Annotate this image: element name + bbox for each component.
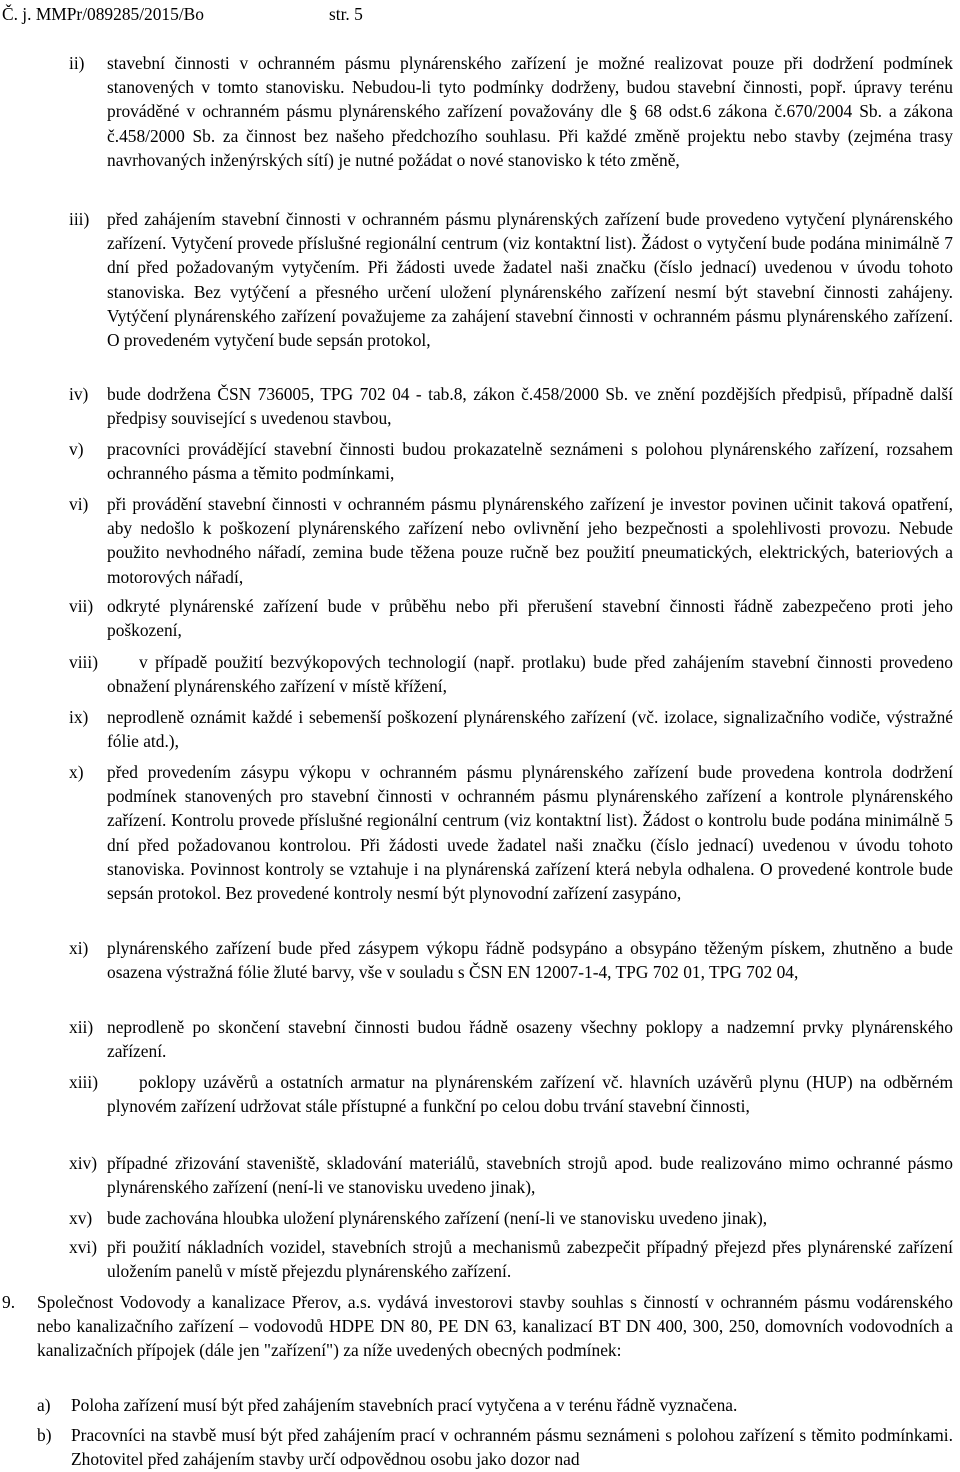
item-label: x) [69,762,84,782]
item-label: xv) [69,1208,93,1228]
subitem-label: b) [37,1425,52,1445]
item-label: xiii) [69,1072,98,1092]
item-text: neprodleně po skončení stavební činnosti budou řádně osazeny všechny poklopy a nadzemní prvky plynárenského zařízení. [107,1017,953,1062]
item-text: odkryté plynárenské zařízení bude v průběhu nebo při přerušení stavební činnosti řádně zabezpečeno proti jeho poškození, [107,596,953,641]
page-number: str. 5 [329,4,363,24]
item-label: ii) [69,53,85,73]
item-text: bude dodržena ČSN 736005, TPG 702 04 - tab.8, zákon č.458/2000 Sb. ve znění pozdějších předpisů, případně další předpisy související s uvedenou stavbou, [107,384,953,429]
item-label: vi) [69,494,89,514]
item-label: iii) [69,209,90,229]
item-text: v případě použití bezvýkopových technologií (např. protlaku) bude před zahájením stavební činnosti provedeno obnažení plynárenského zařízení v místě křížení, [107,652,953,697]
item-label: v) [69,439,84,459]
item-text: plynárenského zařízení bude před zásypem výkopu řádně podsypáno a obsypáno těženým pískem, zhutněno a bude osazena výstražná fólie žluté barvy, vše v souladu s ČSN EN 12007-1-4, TPG 702 01, TPG 702 04, [107,938,953,983]
subitem-text: Poloha zařízení musí být před zahájením stavebních prací vytyčena a v terénu řádně vyznačena. [71,1395,738,1415]
item-text: stavební činnosti v ochranném pásmu plynárenského zařízení je možné realizovat pouze při dodržení podmínek stanovených v tomto stanovisku. Nebudou-li tyto podmínky dodrženy, budou stavební činnosti, popř. úpravy terénu prováděné v ochranném pásmu plynárenského zařízení považovány dle § 68 odst.6 zákona č.670/2004 Sb. a zákona č.458/2000 Sb. za činnost bez našeho předchozího souhlasu. Při každé změně projektu nebo stavby (zejména trasy navrhovaných inženýrských sítí) je nutné požádat o nové stanovisko k této změně, [107,53,953,170]
document-reference: Č. j. MMPr/089285/2015/Bo [2,4,204,24]
item-label: ix) [69,707,89,727]
page-header [2,2,955,24]
item-text: před zahájením stavební činnosti v ochranném pásmu plynárenských zařízení bude provedeno vytyčení plynárenského zařízení. Vytyčení provede příslušné regionální centrum (viz kontaktní list). Žádost o vytyčení bude podána minimálně 7 dní před požadovaným vytyčením. Při žádosti uvede žadatel naši značku (číslo jednací) uvedenou v úvodu tohoto stanoviska. Bez vytýčení a přesného určení uložení plynárenského zařízení nesmí být stavební činnosti zahájeny. Vytýčení plynárenského zařízení považujeme za zahájení stavební činnosti v ochranném pásmu plynárenského zařízení. O provedeném vytyčení bude sepsán protokol, [107,209,953,351]
subitem-text: Pracovníci na stavbě musí být před zahájením prací v ochranném pásmu seznámeni s polohou zařízení s těmito podmínkami. Zhotovitel před zahájením stavby určí odpovědnou osobu jako dozor nad [71,1425,953,1470]
item-label: xii) [69,1017,94,1037]
item-text: neprodleně oznámit každé i sebemenší poškození plynárenského zařízení (vč. izolace, signalizačního vodiče, výstražné fólie atd.), [107,707,953,752]
item-text: při použití nákladních vozidel, stavebních strojů a mechanismů zabezpečit případný přejezd přes plynárenské zařízení uložením panelů v místě přejezdu plynárenského zařízení. [107,1237,953,1282]
section-number: 9. [2,1292,16,1312]
subitem-label: a) [37,1395,51,1415]
section-text: Společnost Vodovody a kanalizace Přerov, a.s. vydává investorovi stavby souhlas s činností v ochranném pásmu vodárenského nebo kanalizačního zařízení – vodovodů HDPE DN 80, PE DN 63, kanalizací BT DN 400, 300, 250, domovních vodovodních a kanalizačních přípojek (dále jen "zařízení") za níže uvedených obecných podmínek: [37,1292,953,1361]
item-label: xi) [69,938,89,958]
item-text: bude zachována hloubka uložení plynárenského zařízení (není-li ve stanovisku uvedeno jinak), [107,1208,768,1228]
item-text: pracovníci provádějící stavební činnosti budou prokazatelně seznámeni s polohou plynárenského zařízení, rozsahem ochranného pásma a těmito podmínkami, [107,439,953,484]
item-text: při provádění stavební činnosti v ochranném pásmu plynárenského zařízení je investor povinen učinit taková opatření, aby nedošlo k poškození plynárenského zařízení nebo ovlivnění jeho bezpečnosti a spolehlivosti provozu. Nebude použito nevhodného nářadí, zemina bude těžena pouze ručně bez použití pneumatických, elektrických, bateriových a motorových nářadí, [107,494,953,587]
item-text: poklopy uzávěrů a ostatních armatur na plynárenském zařízení vč. hlavních uzávěrů plynu (HUP) na odběrném plynovém zařízení udržovat stále přístupné a funkční po celou dobu trvání stavební činnosti, [107,1072,953,1117]
item-label: vii) [69,596,94,616]
item-label: viii) [69,652,98,672]
item-label: xvi) [69,1237,98,1257]
item-label: xiv) [69,1153,98,1173]
item-text: před provedením zásypu výkopu v ochranném pásmu plynárenského zařízení bude provedena kontrola dodržení podmínek stanovených pro stavební činnosti v ochranném pásmu plynárenského zařízení a kontrole plynárenského zařízení. Kontrolu provede příslušné regionální centrum (viz kontaktní list). Žádost o kontrolu bude podána minimálně 5 dní před požadovanou kontrolou. Při žádosti uvede žadatel naši značku (číslo jednací) uvedenou v úvodu tohoto stanoviska. Povinnost kontroly se vztahuje i na plynárenská zařízení která nebyla odhalena. O provedené kontrole bude sepsán protokol. Bez provedené kontroly nesmí být plynovodní zařízení zasypáno, [107,762,953,904]
item-text: případné zřizování staveniště, skladování materiálů, stavebních strojů apod. bude realizováno mimo ochranné pásmo plynárenského zařízení (není-li ve stanovisku uvedeno jinak), [107,1153,953,1198]
item-label: iv) [69,384,89,404]
